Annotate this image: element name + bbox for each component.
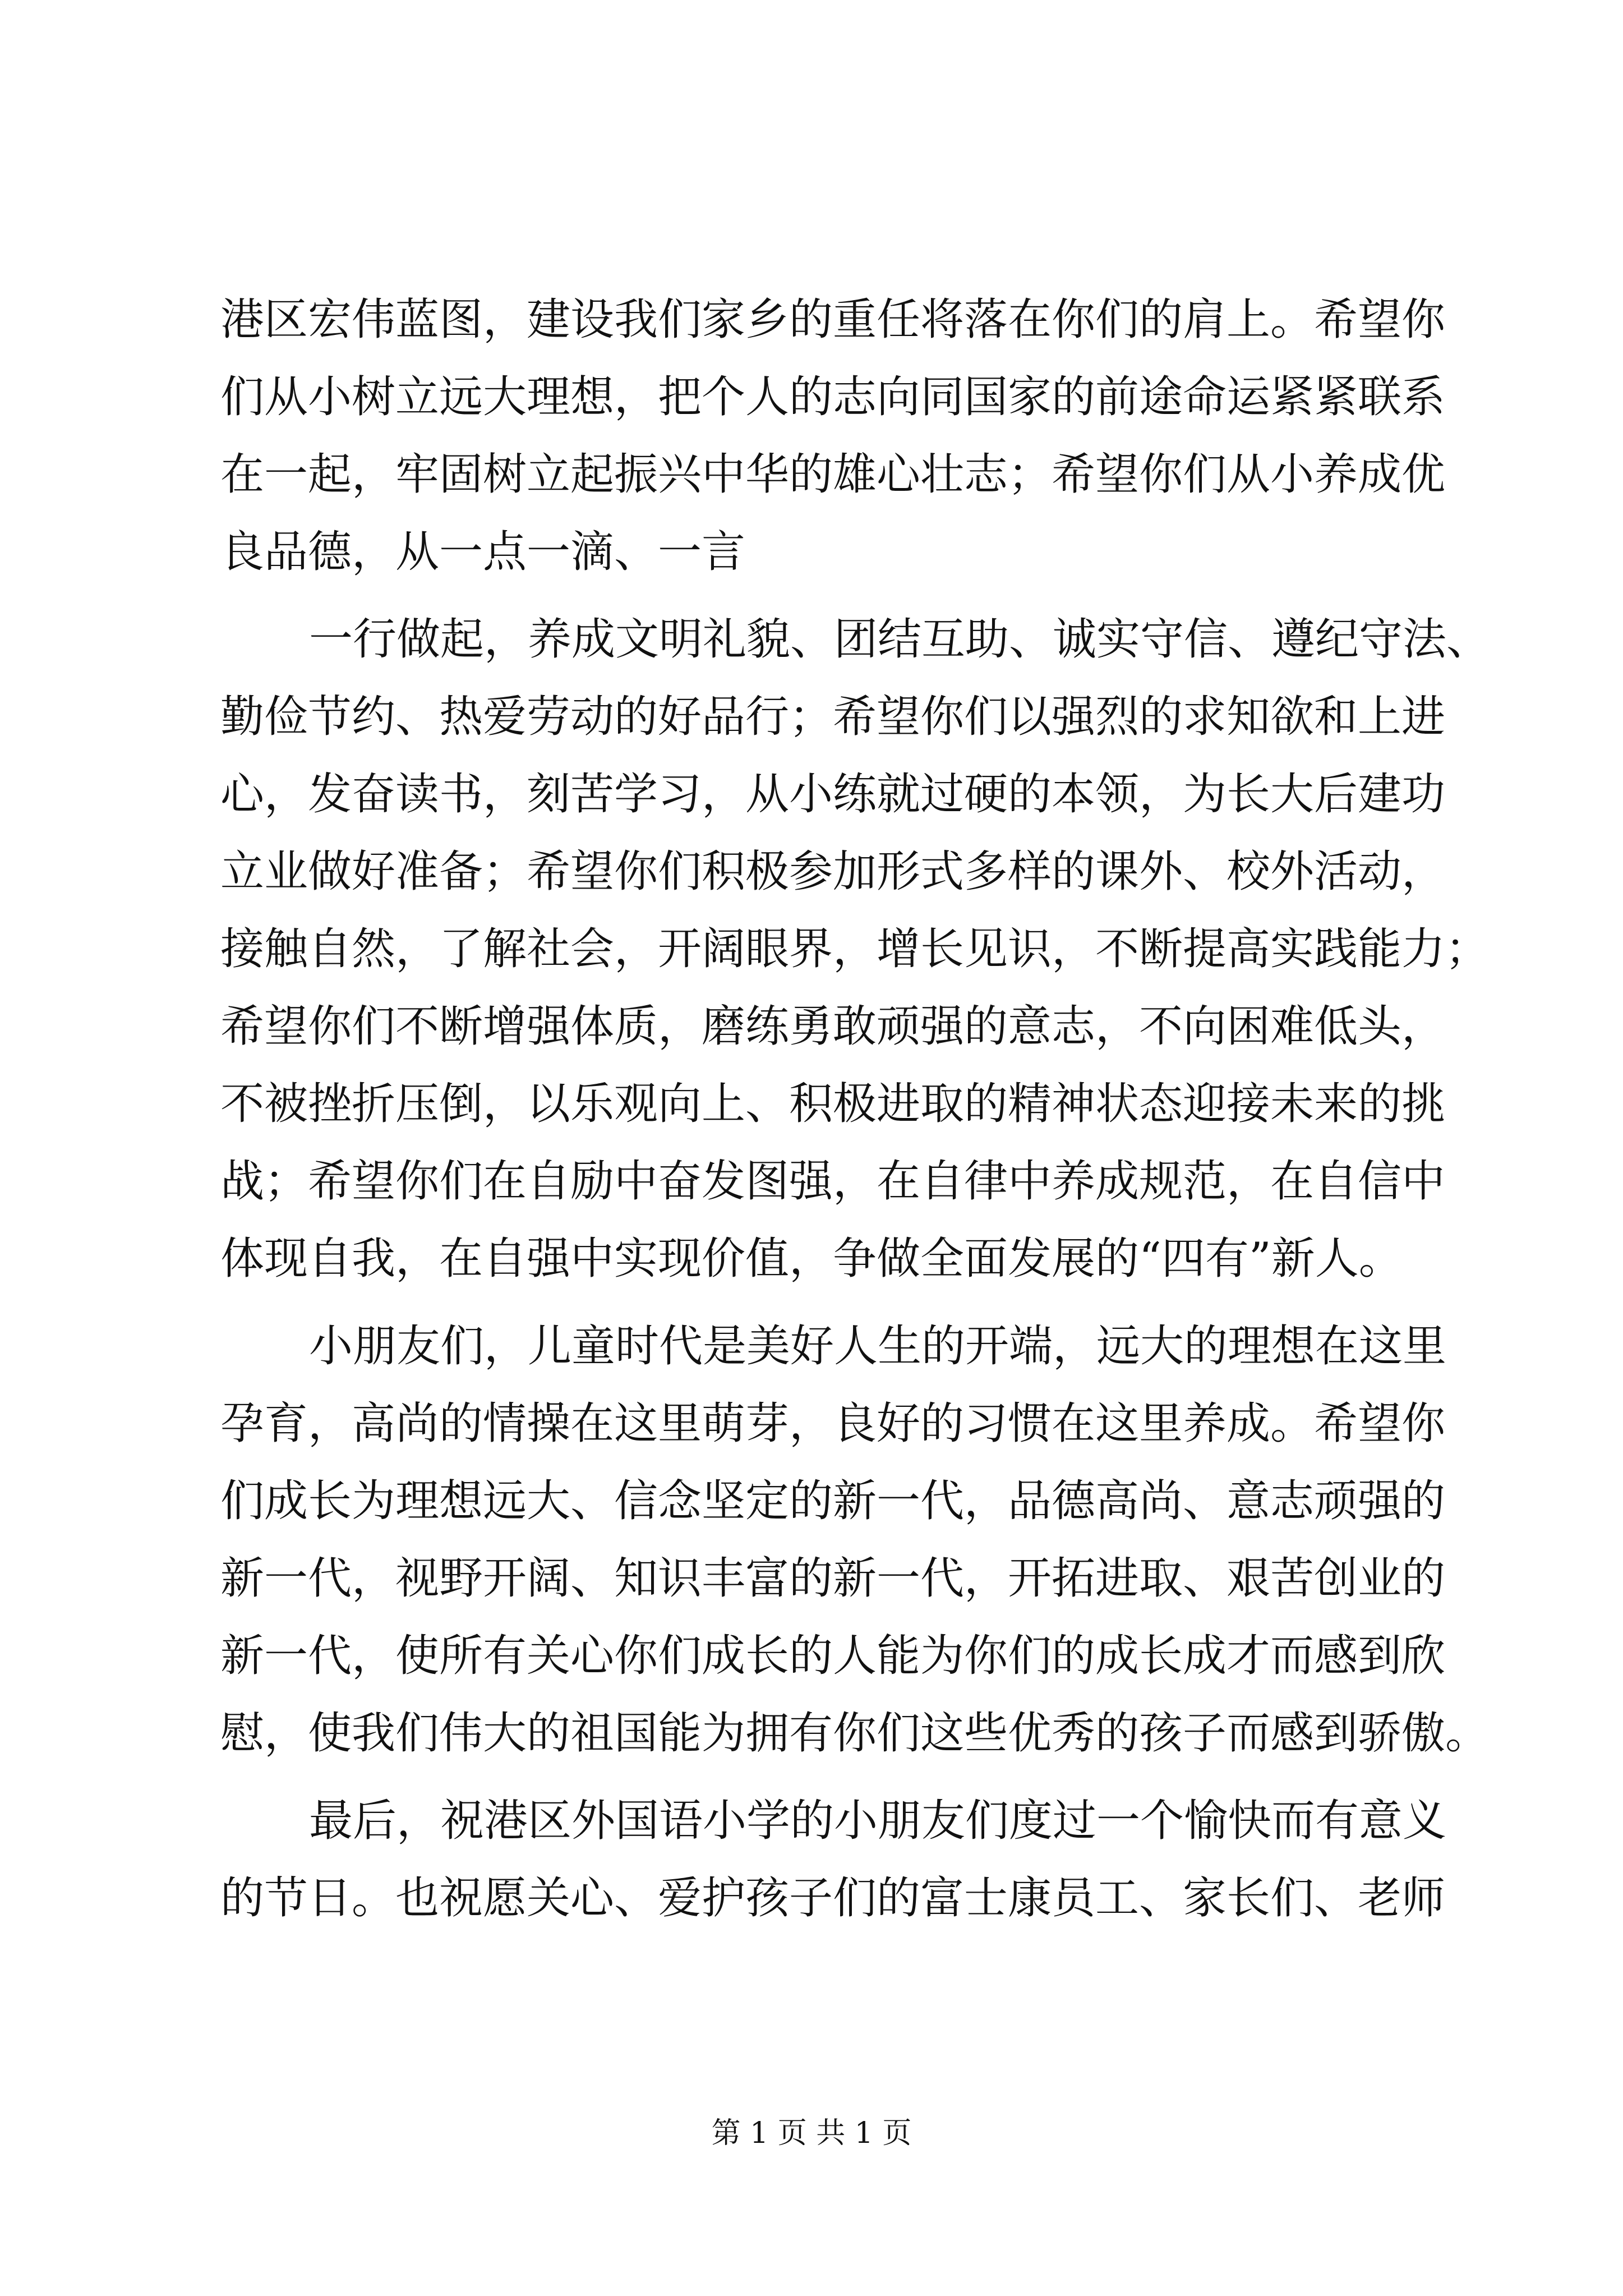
paragraph-2-line-9: 体现自我，在自强中实现价值，争做全面发展的“四有”新人。: [220, 1234, 1403, 1284]
page-number-footer: 第 1 页 共 1 页: [711, 2116, 912, 2150]
paragraph-3-line-3: 们成长为理想远大、信念坚定的新一代，品德高尚、意志顽强的: [220, 1476, 1446, 1526]
paragraph-2-line-5: 接触自然，了解社会，开阔眼界，增长见识，不断提高实践能力；: [220, 924, 1490, 974]
paragraph-2-line-1: 一行做起，养成文明礼貌、团结互助、诚实守信、遵纪守法、: [309, 614, 1491, 665]
paragraph-1-line-3: 在一起，牢固树立起振兴中华的雄心壮志；希望你们从小养成优: [220, 449, 1446, 500]
paragraph-2-line-8: 战；希望你们在自励中奋发图强，在自律中养成规范，在自信中: [220, 1156, 1446, 1207]
paragraph-4-line-1: 最后，祝港区外国语小学的小朋友们度过一个愉快而有意义: [309, 1796, 1447, 1846]
paragraph-2-line-2: 勤俭节约、热爱劳动的好品行；希望你们以强烈的求知欲和上进: [220, 692, 1446, 742]
paragraph-2-line-3: 心，发奋读书，刻苦学习，从小练就过硬的本领，为长大后建功: [220, 769, 1446, 820]
paragraph-3-line-2: 孕育，高尚的情操在这里萌芽，良好的习惯在这里养成。希望你: [220, 1398, 1446, 1449]
paragraph-3-line-6: 慰，使我们伟大的祖国能为拥有你们这些优秀的孩子而感到骄傲。: [220, 1708, 1490, 1759]
paragraph-1-line-4: 良品德，从一点一滴、一言: [220, 527, 746, 577]
paragraph-4-line-2: 的节日。也祝愿关心、爱护孩子们的富士康员工、家长们、老师: [220, 1873, 1446, 1924]
paragraph-1-line-2: 们从小树立远大理想，把个人的志向同国家的前途命运紧紧联系: [220, 372, 1446, 422]
paragraph-1-line-1: 港区宏伟蓝图，建设我们家乡的重任将落在你们的肩上。希望你: [220, 295, 1446, 345]
paragraph-3-line-5: 新一代，使所有关心你们成长的人能为你们的成长成才而感到欣: [220, 1631, 1446, 1681]
paragraph-3-line-1: 小朋友们，儿童时代是美好人生的开端，远大的理想在这里: [309, 1321, 1447, 1372]
paragraph-2-line-4: 立业做好准备；希望你们积极参加形式多样的课外、校外活动，: [220, 846, 1446, 897]
paragraph-2-line-6: 希望你们不断增强体质，磨练勇敢顽强的意志，不向困难低头，: [220, 1001, 1446, 1052]
paragraph-3-line-4: 新一代，视野开阔、知识丰富的新一代，开拓进取、艰苦创业的: [220, 1553, 1446, 1604]
paragraph-2-line-7: 不被挫折压倒，以乐观向上、积极进取的精神状态迎接未来的挑: [220, 1079, 1446, 1129]
